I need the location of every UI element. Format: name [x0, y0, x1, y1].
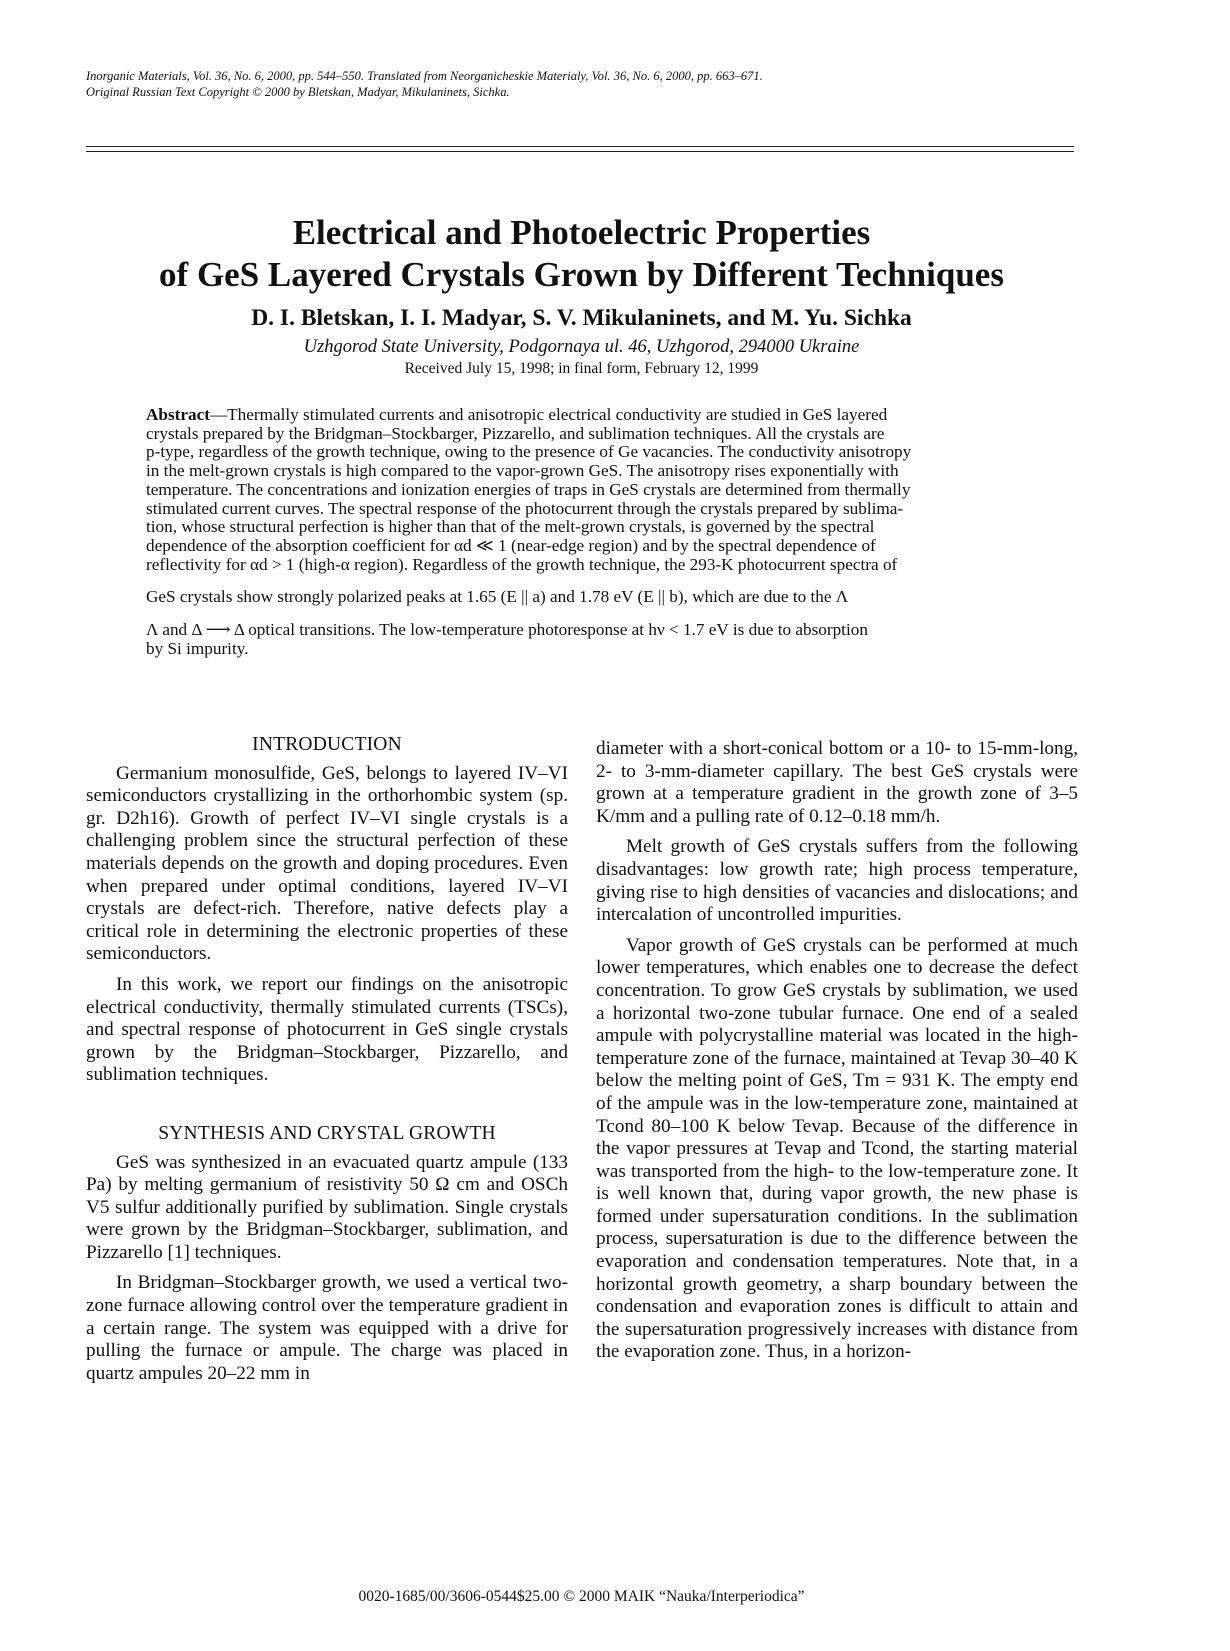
right-paragraph-3: Vapor growth of GeS crystals can be performed at much lower temperatures, which enables one to decrease the defect concentration. To grow GeS crystals by sublimation, we used a horizontal two-zone tubular furnace. One end of a sealed ampule with polycrystalline material was located in the high-temperature zone of the furnace, maintained at Tevap 30–40 K below the melting point of GeS, Tm = 931 K. The empty end of the ampule was in the low-temperature zone, maintained at Tcond 80–100 K below Tevap. Because of the difference in the vapor pressures at Tevap and Tcond, the starting material was transported from the high- to the low-temperature zone. It is well known that, during vapor growth, the new phase is formed under supersaturation conditions. In the sublimation process, supersaturation is due to the difference between the evaporation and condensation temperatures. Note that, in a horizontal growth geometry, a sharp boundary between the condensation and evaporation zones is difficult to attain and the supersaturation progressively increases with distance from the evaporation zone. Thus, in a horizon-	[596, 934, 1078, 1363]
abstract-line-8: dependence of the absorption coefficient for αd ≪ 1 (near-edge region) and by the spectral dependence of	[146, 535, 876, 555]
abstract-line-3: p-type, regardless of the growth technique, owing to the presence of Ge vacancies. The conductivity anisotropy	[146, 442, 912, 462]
section-heading-introduction: INTRODUCTION	[252, 734, 402, 755]
abstract-line-5: temperature. The concentrations and ionization energies of traps in GeS crystals are determined from thermally	[146, 479, 911, 499]
synthesis-paragraph-1: GeS was synthesized in an evacuated quartz ampule (133 Pa) by melting germanium of resistivity 50 Ω cm and OSCh V5 sulfur additionally purified by sublimation. Single crystals were grown by the Bridgman–Stockbarger, sublimation, and Pizzarello [1] techniques.	[86, 1151, 568, 1263]
abstract-line-9: reflectivity for αd > 1 (high-α region). Regardless of the growth technique, the 293-K photocurrent spectra of	[146, 554, 898, 574]
abstract-line-1: Abstract—Thermally stimulated currents and anisotropic electrical conductivity are studied in GeS layered	[146, 405, 888, 424]
header-line-1: Inorganic Materials, Vol. 36, No. 6, 2000, pp. 544–550. Translated from Neorganicheskie Materialy, Vol. 36, No. 6, 2000, pp. 663–671.	[86, 69, 763, 83]
section-heading-synthesis: SYNTHESIS AND CRYSTAL GROWTH	[158, 1122, 496, 1144]
received-date: Received July 15, 1998; in final form, February 12, 1999	[404, 360, 759, 377]
abstract-line-7: tion, whose structural perfection is higher than that of the melt-grown crystals, is governed by the spectral	[146, 517, 875, 537]
abstract-label: Abstract	[146, 405, 210, 424]
header-line-2: Original Russian Text Copyright © 2000 by Bletskan, Madyar, Mikulaninets, Sichka.	[86, 85, 510, 99]
intro-paragraph-2: In this work, we report our findings on the anisotropic electrical conductivity, thermally stimulated currents (TSCs), and spectral response of photocurrent in GeS single crystals grown by the Bridgman–Stockbarger, Pizzarello, and sublimation techniques.	[86, 973, 568, 1086]
abstract-line-6: stimulated current curves. The spectral response of the photocurrent through the crystals prepared by sublima-	[146, 498, 904, 518]
right-paragraph-2: Melt growth of GeS crystals suffers from the following disadvantages: low growth rate; high process temperature, giving rise to high densities of vacancies and dislocations; and intercalation of uncontrolled impurities.	[596, 836, 1078, 926]
title-line-1: Electrical and Photoelectric Properties	[292, 213, 871, 252]
intro-paragraph-1: Germanium monosulfide, GeS, belongs to layered IV–VI semiconductors crystallizing in the orthorhombic system (sp. gr. D2h16). Growth of perfect IV–VI single crystals is a challenging problem since the structural perfection of these materials depends on the growth and doping procedures. Even when prepared under optimal conditions, layered IV–VI crystals are defect-rich. Therefore, native defects play a critical role in determining the electronic properties of these semiconductors.	[86, 762, 568, 965]
copyright-footer: 0020-1685/00/3606-0544$25.00 © 2000 MAIK “Nauka/Interperiodica”	[358, 1588, 805, 1605]
header-rule-bottom	[86, 151, 1074, 152]
abstract-line-12: by Si impurity.	[146, 638, 249, 658]
affiliation: Uzhgorod State University, Podgornaya ul. 46, Uzhgorod, 294000 Ukraine	[303, 337, 860, 357]
journal-header	[86, 68, 1086, 100]
right-paragraph-1: diameter with a short-conical bottom or a 10- to 15-mm-long, 2- to 3-mm-diameter capillary. The best GeS crystals were grown at a temperature gradient in the growth zone of 3–5 K/mm and a pulling rate of 0.12–0.18 mm/h.	[596, 738, 1078, 827]
authors: D. I. Bletskan, I. I. Madyar, S. V. Mikulaninets, and M. Yu. Sichka	[251, 305, 912, 331]
abstract-line-10: GeS crystals show strongly polarized peaks at 1.65 (E || a) and 1.78 eV (E || b), which are due to the Λ	[146, 587, 849, 607]
title-line-2: of GeS Layered Crystals Grown by Different Techniques	[159, 255, 1004, 294]
synthesis-paragraph-2: In Bridgman–Stockbarger growth, we used a vertical two-zone furnace allowing control over the temperature gradient in a certain range. The system was equipped with a drive for pulling the furnace or ampule. The charge was placed in quartz ampules 20–22 mm in	[86, 1272, 568, 1384]
abstract-line-2: crystals prepared by the Bridgman–Stockbarger, Pizzarello, and sublimation techniques. All the crystals are	[146, 423, 885, 443]
left-column	[86, 734, 568, 1385]
header-rule-top	[86, 146, 1074, 147]
abstract-line-4: in the melt-grown crystals is high compared to the vapor-grown GeS. The anisotropy rises exponentially with	[146, 461, 899, 481]
abstract	[146, 406, 1020, 658]
right-column	[596, 738, 1078, 1364]
abstract-line-11: Λ and Δ ⟶ Δ optical transitions. The low-temperature photoresponse at hν < 1.7 eV is due to absorption	[146, 620, 868, 640]
